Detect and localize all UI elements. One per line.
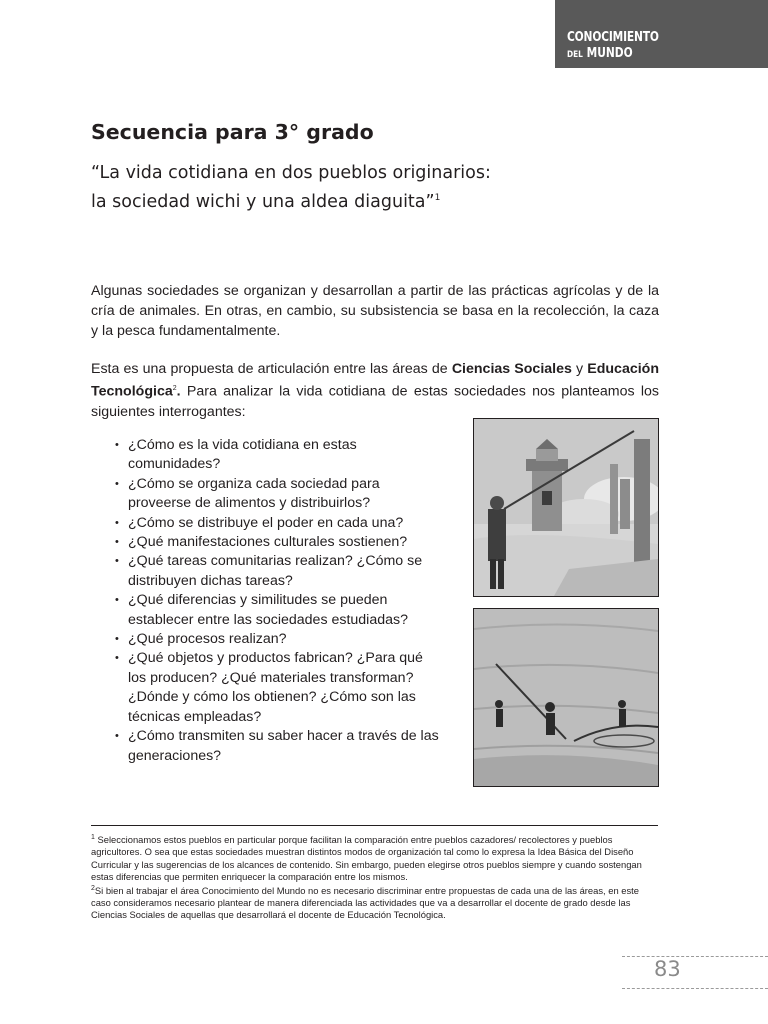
- footnote-1-number: 1: [91, 834, 95, 841]
- intro-paragraph: Algunas sociedades se organizan y desarrollan a partir de las prácticas agrícolas y de la cría de animales. En otras, en cambio, su subsistencia se basa en la recolección, la caza y la pesca fundamentalmente.: [91, 283, 659, 339]
- list-item: • ¿Cómo transmiten su saber hacer a través de las generaciones?: [114, 727, 444, 766]
- list-item: • ¿Qué objetos y productos fabrican? ¿Para qué los producen? ¿Qué materiales transforman? ¿Dónde y cómo los obtienen? ¿Cómo son las técnicas empleadas?: [114, 649, 444, 727]
- subtitle-line2: la sociedad wichi y una aldea diaguita”: [91, 191, 435, 212]
- list-item: • ¿Qué manifestaciones culturales sostienen?: [114, 533, 444, 552]
- proposal-text-1: Esta es una propuesta de articulación entre las áreas de: [91, 361, 452, 377]
- footnote-ref-2: 2: [172, 385, 177, 392]
- area-ciencias-sociales: Ciencias Sociales: [451, 361, 572, 377]
- proposal-text-3: Para analizar la vida cotidiana de estas sociedades nos planteamos los siguientes interrogantes:: [91, 383, 659, 420]
- questions-list: [114, 436, 444, 766]
- photo-wichi-fishing: [473, 608, 659, 787]
- section-tab-small: DEL: [567, 50, 583, 60]
- section-tab-line2: [567, 46, 633, 61]
- page-number-rule-bottom: [622, 988, 768, 989]
- page-subtitle: [91, 161, 651, 215]
- page-title: Secuencia para 3° grado: [91, 120, 374, 144]
- section-tab-big: MUNDO: [586, 46, 633, 61]
- area-educacion-tecnologica: Educación Tecnológica: [91, 361, 660, 400]
- footnotes: [91, 832, 659, 922]
- footnote-2-number: 2: [91, 884, 95, 892]
- footnote-2-text: Si bien al trabajar el área Conocimiento del Mundo no es necesario discriminar entre propuestas de cada una de las áreas, en este caso consideramos necesario plantear de manera diferenciada las actividades que va a desarrollar el docente de grado desde las Ciencias Sociales de aquellas que desarrollará el docente de Educación Tecnológica.: [91, 885, 639, 921]
- proposal-paragraph: [91, 359, 659, 422]
- photo-diaguita-village: [473, 418, 659, 597]
- list-item: • ¿Qué diferencias y similitudes se pueden establecer entre las sociedades estudiadas?: [114, 591, 444, 630]
- list-item: • ¿Qué procesos realizan?: [114, 630, 444, 649]
- page-number: 83: [654, 957, 681, 981]
- footnote-2: [91, 883, 659, 922]
- list-item: • ¿Cómo es la vida cotidiana en estas comunidades?: [114, 436, 444, 475]
- section-tab: [555, 0, 768, 68]
- list-item: • ¿Cómo se organiza cada sociedad para proveerse de alimentos y distribuirlos?: [114, 475, 444, 514]
- footnote-1: [91, 832, 659, 883]
- proposal-text-2: y: [571, 361, 588, 377]
- list-item: • ¿Cómo se distribuye el poder en cada una?: [114, 514, 444, 533]
- footnote-1-text: Seleccionamos estos pueblos en particular porque facilitan la comparación entre pueblos cazadores/ recolectores y pueblos agricultores. O sea que estas sociedades muestran distintos modos de organización tal como lo expresa la Idea Básica del Diseño Curricular y las sugerencias de los alcances de contenido. Sin embargo, pueden elegirse otros pueblos siempre y cuando sostengan estas diferencias que permiten enriquecer la comparación entre los mismos.: [91, 834, 642, 882]
- subtitle-line1: “La vida cotidiana en dos pueblos originarios:: [91, 163, 491, 183]
- footnote-divider: [91, 825, 658, 826]
- proposal-period: .: [176, 383, 181, 400]
- footnote-ref-1: 1: [434, 193, 441, 203]
- page-number-rule-top: [622, 956, 768, 957]
- section-tab-line1: CONOCIMIENTO: [567, 30, 659, 45]
- list-item: • ¿Qué tareas comunitarias realizan? ¿Cómo se distribuyen dichas tareas?: [114, 552, 444, 591]
